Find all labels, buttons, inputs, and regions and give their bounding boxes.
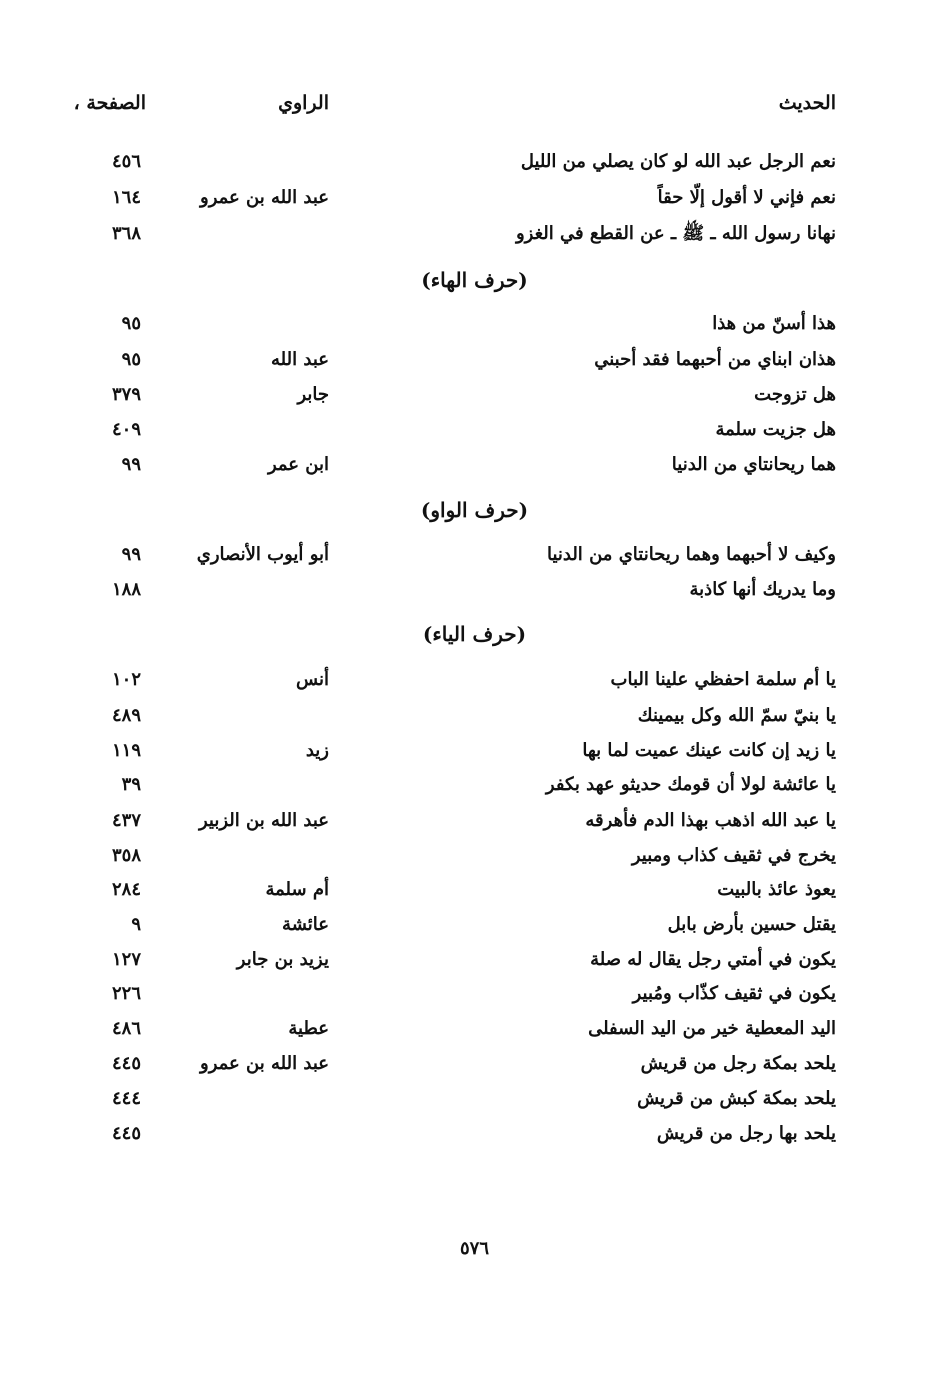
narrator-name: أم سلمة <box>265 879 329 900</box>
hadith-text: يلحد بها رجل من قريش <box>656 1123 836 1144</box>
index-row <box>0 379 949 411</box>
hadith-text: يا بنيّ سمّ الله وكل بيمينك <box>637 705 836 726</box>
narrator-name: عطية <box>288 1018 329 1039</box>
index-row <box>0 449 949 481</box>
section-heading: (حرف الهاء) <box>421 268 528 292</box>
page-ref: ٢٢٦ <box>111 983 141 1004</box>
page-number: ٥٧٦ <box>459 1238 489 1259</box>
page-ref: ٣٩ <box>121 774 141 795</box>
hadith-text: يا زيد إن كانت عينك عميت لما بها <box>582 740 836 761</box>
page-ref: ١٨٨ <box>111 579 141 600</box>
hadith-text: يقتل حسين بأرض بابل <box>667 914 836 935</box>
column-header-page: الصفحة ، <box>73 92 146 114</box>
index-row <box>0 944 949 976</box>
index-row <box>0 805 949 837</box>
index-row <box>0 769 949 801</box>
narrator-name: عائشة <box>282 914 329 935</box>
page-ref: ٤٥٦ <box>111 151 141 172</box>
page-ref: ٤٨٩ <box>111 705 141 726</box>
column-header-hadith: الحديث <box>778 92 836 114</box>
page-ref: ٩٩ <box>121 454 141 475</box>
page-ref: ٩٥ <box>121 349 141 370</box>
index-row <box>0 218 949 250</box>
hadith-text: اليد المعطية خير من اليد السفلى <box>588 1018 836 1039</box>
narrator-name: عبد الله بن الزبير <box>198 810 329 831</box>
page-ref: ٤٤٥ <box>111 1053 141 1074</box>
narrator-name: يزيد بن جابر <box>236 949 329 970</box>
hadith-text: يكون في ثقيف كذّاب ومُبير <box>632 983 836 1004</box>
hadith-text: نهانا رسول الله ـ ﷺ ـ عن القطع في الغزو <box>515 223 836 244</box>
narrator-name: عبد الله بن عمرو <box>200 1053 329 1074</box>
index-row <box>0 308 949 340</box>
hadith-text: يلحد بمكة رجل من قريش <box>640 1053 836 1074</box>
page-ref: ٩٩ <box>121 544 141 565</box>
page-ref: ٣٦٨ <box>111 223 141 244</box>
hadith-text: وما يدريك أنها كاذبة <box>689 579 836 600</box>
narrator-name: عبد الله <box>271 349 329 370</box>
hadith-text: يلحد بمكة كبش من قريش <box>637 1088 836 1109</box>
hadith-text: نعم فإني لا أقول إلّا حقاً <box>657 187 836 208</box>
index-row <box>0 664 949 696</box>
index-row <box>0 1083 949 1115</box>
narrator-name: ابن عمر <box>267 454 329 475</box>
hadith-text: يا أم سلمة احفظي علينا الباب <box>610 669 836 690</box>
index-row <box>0 700 949 732</box>
hadith-text: نعم الرجل عبد الله لو كان يصلي من الليل <box>520 151 836 172</box>
index-row <box>0 735 949 767</box>
hadith-text: يخرج في ثقيف كذاب ومبير <box>631 845 836 866</box>
hadith-text: هل جزيت سلمة <box>715 419 836 440</box>
hadith-text: يعوذ عائذ بالبيت <box>717 879 836 900</box>
section-heading: (حرف الواو) <box>420 498 529 522</box>
narrator-name: أبو أيوب الأنصاري <box>196 544 329 565</box>
page-ref: ٤٤٥ <box>111 1123 141 1144</box>
index-row <box>0 909 949 941</box>
page-ref: ١١٩ <box>111 740 141 761</box>
narrator-name: عبد الله بن عمرو <box>200 187 329 208</box>
hadith-text: هذا أسنّ من هذا <box>712 313 836 334</box>
hadith-text: هما ريحانتاي من الدنيا <box>671 454 836 475</box>
page-ref: ٤٣٧ <box>111 810 141 831</box>
index-row <box>0 978 949 1010</box>
page-ref: ٩٥ <box>121 313 141 334</box>
page-ref: ١٠٢ <box>111 669 141 690</box>
index-row <box>0 539 949 571</box>
page-ref: ٩ <box>131 914 141 935</box>
hadith-text: هذان ابناي من أحبهما فقد أحبني <box>594 349 836 370</box>
hadith-text: يكون في أمتي رجل يقال له صلة <box>590 949 836 970</box>
page-ref: ١٢٧ <box>111 949 141 970</box>
hadith-text: وكيف لا أحبهما وهما ريحانتاي من الدنيا <box>546 544 836 565</box>
index-row <box>0 874 949 906</box>
narrator-name: أنس <box>296 669 329 690</box>
index-row <box>0 1013 949 1045</box>
hadith-text: يا عائشة لولا أن قومك حديثو عهد بكفر <box>545 774 836 795</box>
hadith-text: يا عبد الله اذهب بهذا الدم فأهرقه <box>585 810 836 831</box>
section-heading: (حرف الياء) <box>422 622 527 646</box>
narrator-name: جابر <box>297 384 329 405</box>
index-row <box>0 1118 949 1150</box>
hadith-text: هل تزوجت <box>754 384 836 405</box>
page-ref: ١٦٤ <box>111 187 141 208</box>
page-ref: ٤٤٤ <box>111 1088 141 1109</box>
index-row <box>0 344 949 376</box>
index-row <box>0 840 949 872</box>
page-ref: ٢٨٤ <box>111 879 141 900</box>
narrator-name: زيد <box>305 740 329 761</box>
index-row <box>0 182 949 214</box>
index-row <box>0 146 949 178</box>
page-ref: ٤٨٦ <box>111 1018 141 1039</box>
index-row <box>0 1048 949 1080</box>
page-ref: ٣٧٩ <box>111 384 141 405</box>
page-ref: ٣٥٨ <box>111 845 141 866</box>
page-ref: ٤٠٩ <box>111 419 141 440</box>
column-header-narrator: الراوي <box>278 92 329 114</box>
index-row <box>0 574 949 606</box>
index-row <box>0 414 949 446</box>
